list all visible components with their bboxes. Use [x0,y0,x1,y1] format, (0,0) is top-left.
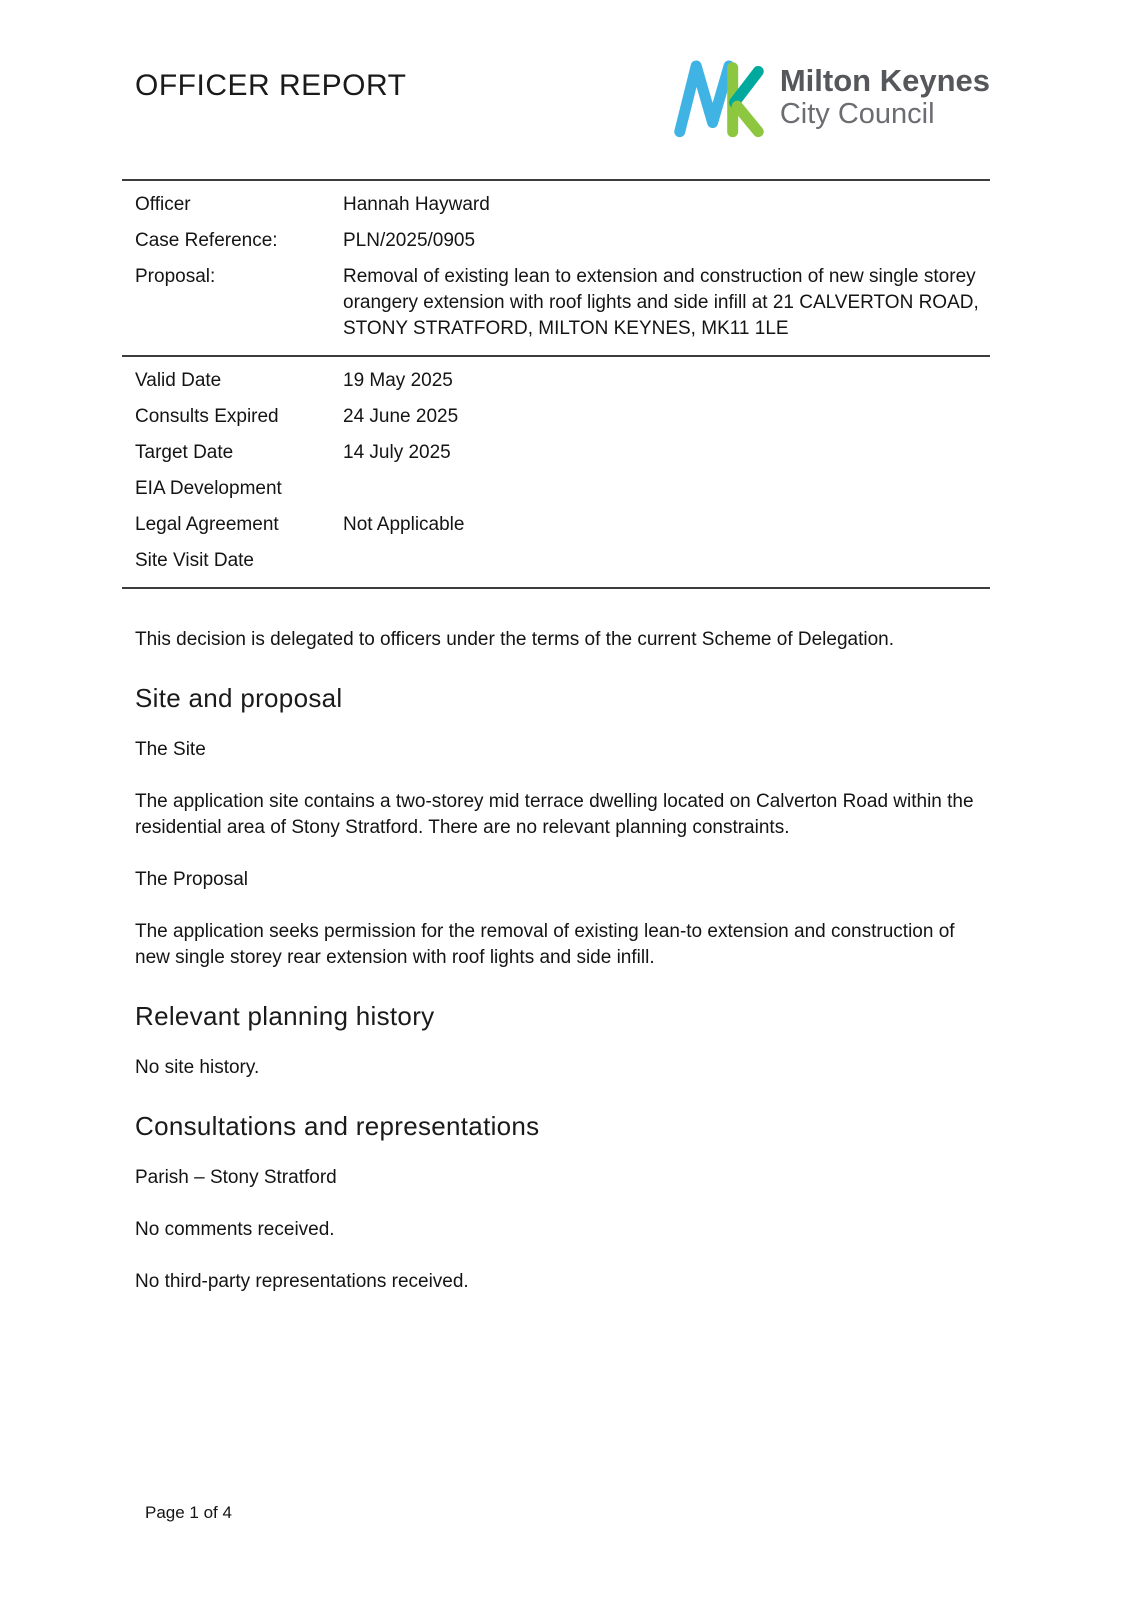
case-summary-block [122,181,990,355]
row-value: Hannah Hayward [343,194,490,215]
paragraph-site-history: No site history. [135,1057,260,1078]
row-label: EIA Development [135,478,282,499]
table-row-target-date [122,435,990,471]
paragraph-proposal-description: The application seeks permission for the removal of existing lean-to extension and construction of new single storey rear extension with roof lights and side infill. [135,921,955,968]
logo-text-secondary: City Council [779,97,935,130]
row-label: Officer [135,194,191,215]
section-heading-planning-history: Relevant planning history [135,1001,435,1031]
row-label: Legal Agreement [135,514,279,535]
case-dates-block [122,355,990,587]
table-row-eia-development [122,471,990,507]
row-value: PLN/2025/0905 [343,230,476,251]
table-row-officer [122,187,990,223]
table-row-site-visit-date [122,543,990,579]
table-row-legal-agreement [122,507,990,543]
mk-logo-icon [672,55,766,139]
row-label: Proposal: [135,266,216,287]
row-value [343,548,990,574]
table-row-proposal [122,259,990,347]
row-label: Target Date [135,442,234,463]
case-details-table [122,179,990,589]
row-label: Case Reference: [135,230,278,251]
document-header [135,55,990,139]
paragraph-delegation: This decision is delegated to officers under the terms of the current Scheme of Delegation. [135,629,895,650]
subheading-the-proposal: The Proposal [135,869,249,890]
subheading-the-site: The Site [135,739,206,760]
logo-text-primary: Milton Keynes [779,63,990,99]
council-logo-text [780,63,990,131]
row-value: 24 June 2025 [343,406,459,427]
row-label: Consults Expired [135,406,279,427]
page-number: Page 1 of 4 [145,1503,232,1522]
row-label: Site Visit Date [135,550,254,571]
row-value [343,476,990,502]
row-label: Valid Date [135,370,222,391]
council-logo [672,55,990,139]
paragraph-no-comments: No comments received. [135,1219,335,1240]
document-content [135,0,990,1295]
section-heading-site-and-proposal: Site and proposal [135,683,343,713]
row-value: 19 May 2025 [343,370,453,391]
page-title: OFFICER REPORT [135,69,407,102]
row-value: Not Applicable [343,514,465,535]
paragraph-parish: Parish – Stony Stratford [135,1167,337,1188]
report-body [135,627,990,1295]
table-row-case-reference [122,223,990,259]
row-value: Removal of existing lean to extension and construction of new single storey orangery extension with roof lights and side infill at 21 CALVERTON ROAD, STONY STRATFORD, MILTON KEYNES, MK11 1LE [343,266,979,339]
table-row-consults-expired [122,399,990,435]
row-value: 14 July 2025 [343,442,451,463]
section-heading-consultations: Consultations and representations [135,1111,540,1141]
paragraph-no-third-party: No third-party representations received. [135,1271,469,1292]
table-row-valid-date [122,363,990,399]
paragraph-site-description: The application site contains a two-storey mid terrace dwelling located on Calverton Road within the residential area of Stony Stratford. There are no relevant planning constraints. [135,791,974,838]
